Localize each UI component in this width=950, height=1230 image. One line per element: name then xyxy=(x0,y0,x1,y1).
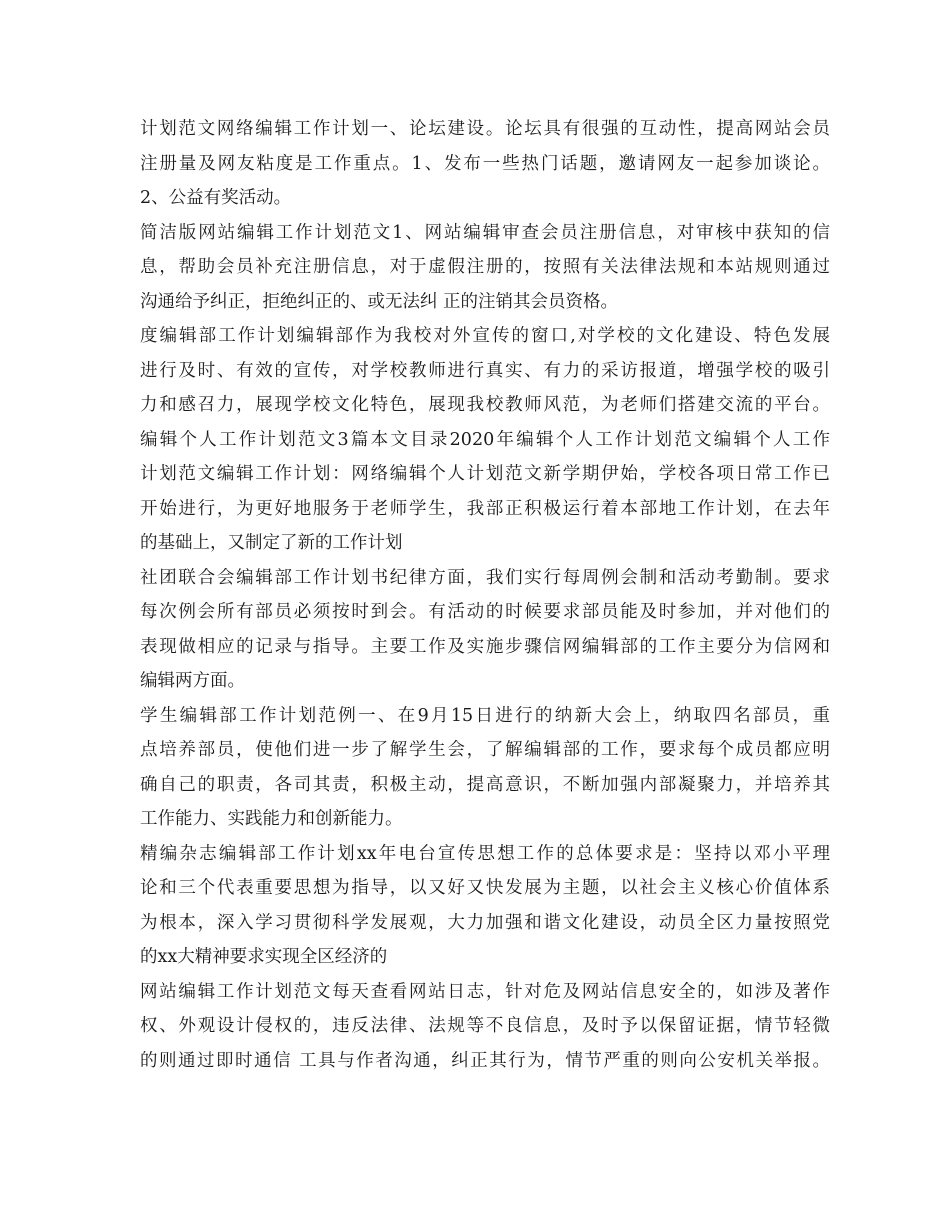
text-line: 进行及时、有效的宣传，对学校教师进行真实、有力的采访报道，增强学校的吸引 xyxy=(140,360,830,381)
text-line: 每次例会所有部员必须按时到会。有活动的时候要求部员能及时参加，并对他们的 xyxy=(140,602,830,622)
text-line: 注册量及网友粘度是工作重点。1、发布一些热门话题，邀请网友一起参加谈论。 xyxy=(140,153,830,174)
text-line: 沟通给予纠正，拒绝纠正的、或无法纠 正的注销其会员资格。 xyxy=(140,291,619,312)
text-line: 确自己的职责，各司其责，积极主动，提高意识，不断加强内部凝聚力，并培养其 xyxy=(140,774,830,795)
text-line: 为根本，深入学习贯彻科学发展观，大力加强和谐文化建设，动员全区力量按照党 xyxy=(140,912,830,933)
text-line: 力和感召力，展现学校文化特色，展现我校教师风范，为老师们搭建交流的平台。 xyxy=(140,395,830,415)
text-line: 计划范文编辑工作计划：网络编辑个人计划范文新学期伊始，学校各项日常工作已 xyxy=(140,464,830,484)
text-line: 的xx大精神要求实现全区经济的 xyxy=(140,947,388,967)
paragraph-forum-plan xyxy=(140,112,830,216)
text-line: 点培养部员，使他们进一步了解学生会，了解编辑部的工作，要求每个成员都应明 xyxy=(140,740,830,760)
text-line: 编辑个人工作计划范文3篇本文目录2020年编辑个人工作计划范文编辑个人工作 xyxy=(140,429,830,450)
text-line: 开始进行，为更好地服务于老师学生，我部正积极运行着本部地工作计划，在去年 xyxy=(140,498,830,519)
text-line: 的基础上，又制定了新的工作计划 xyxy=(140,533,403,553)
text-line: 学生编辑部工作计划范例一、在9月15日进行的纳新大会上，纳取四名部员，重 xyxy=(140,705,830,726)
text-line: 工作能力、实践能力和创新能力。 xyxy=(140,809,403,829)
text-line: 的则通过即时通信 工具与作者沟通，纠正其行为，情节严重的则向公安机关举报。 xyxy=(140,1050,830,1071)
text-line: 权、外观设计侵权的，违反法律、法规等不良信息，及时予以保留证据，情节轻微 xyxy=(140,1016,830,1036)
paragraph-site-log-plan xyxy=(140,975,830,1079)
paragraph-editorial-window xyxy=(140,319,830,423)
text-line: 论和三个代表重要思想为指导，以又好又快发展为主题，以社会主义核心价值体系 xyxy=(140,878,830,898)
paragraph-club-plan xyxy=(140,561,830,699)
text-line: 表现做相应的记录与指导。主要工作及实施步骤信网编辑部的工作主要分为信网和 xyxy=(140,636,830,657)
text-line: 息，帮助会员补充注册信息，对于虚假注册的，按照有关法律法规和本站规则通过 xyxy=(140,257,830,277)
paragraph-personal-plan xyxy=(140,423,830,561)
document-body xyxy=(140,112,830,1078)
text-line: 社团联合会编辑部工作计划书纪律方面，我们实行每周例会制和活动考勤制。要求 xyxy=(140,567,830,588)
text-line: 计划范文网络编辑工作计划一、论坛建设。论坛具有很强的互动性，提高网站会员 xyxy=(140,119,830,139)
text-line: 度编辑部工作计划编辑部作为我校对外宣传的窗口,对学校的文化建设、特色发展 xyxy=(140,326,830,346)
text-line: 网站编辑工作计划范文每天查看网站日志，针对危及网站信息安全的，如涉及著作 xyxy=(140,981,830,1002)
text-line: 精编杂志编辑部工作计划xx年电台宣传思想工作的总体要求是：坚持以邓小平理 xyxy=(140,843,830,864)
paragraph-magazine-plan xyxy=(140,837,830,975)
text-line: 编辑两方面。 xyxy=(140,671,245,691)
paragraph-student-plan xyxy=(140,699,830,837)
text-line: 2、公益有奖活动。 xyxy=(140,188,292,208)
paragraph-member-review xyxy=(140,216,830,320)
text-line: 简洁版网站编辑工作计划范文1、网站编辑审查会员注册信息，对审核中获知的信 xyxy=(140,222,830,243)
